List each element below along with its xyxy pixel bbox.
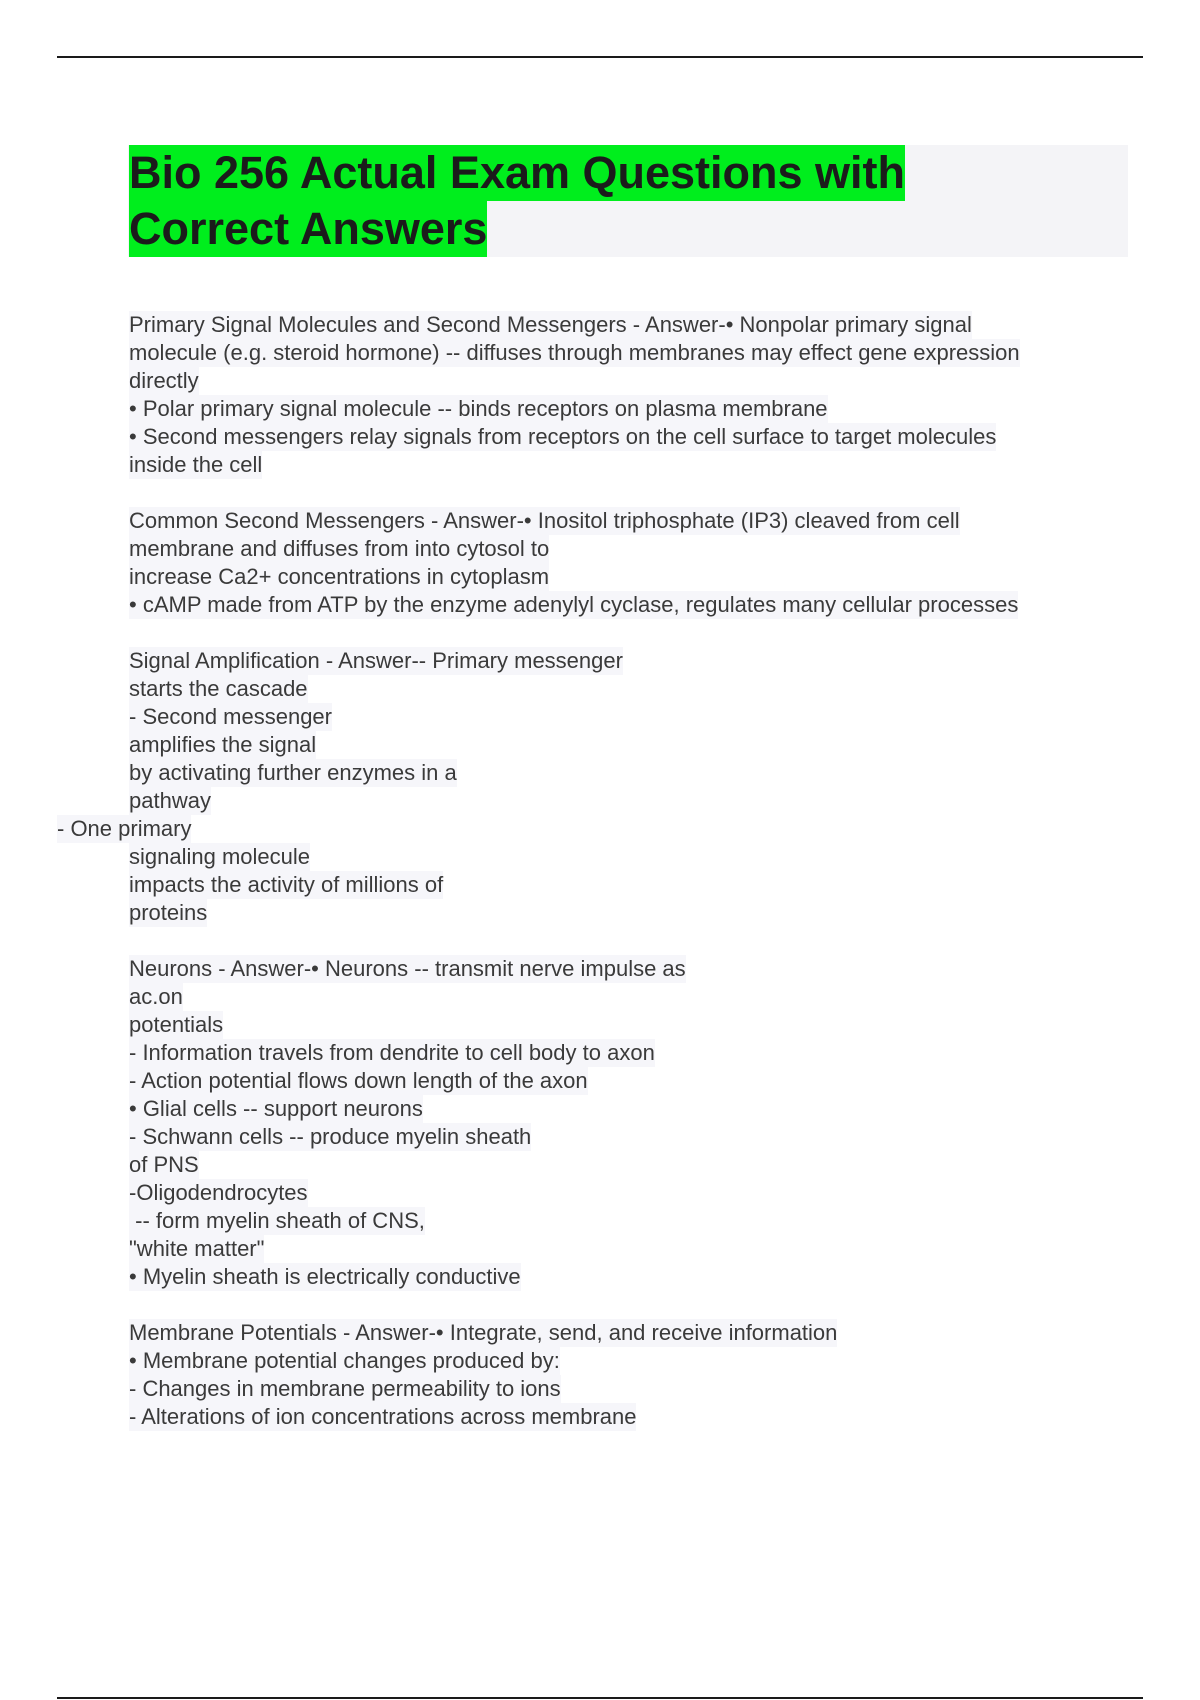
text-line: Neurons - Answer-• Neurons -- transmit nerve impulse as (129, 956, 686, 981)
text-line-outdented: - One primary (57, 816, 192, 841)
document-title (129, 145, 905, 257)
text-line: by activating further enzymes in a (129, 760, 457, 785)
text-line: • Second messengers relay signals from receptors on the cell surface to target molecules (129, 424, 997, 449)
bottom-rule (57, 1697, 1143, 1699)
text-line: - Changes in membrane permeability to ions (129, 1376, 561, 1401)
text-line: -- form myelin sheath of CNS, (129, 1208, 425, 1233)
text-line: Membrane Potentials - Answer-• Integrate, send, and receive information (129, 1320, 838, 1345)
text-line: proteins (129, 900, 208, 925)
text-line: inside the cell (129, 452, 263, 477)
text-line: amplifies the signal (129, 732, 317, 757)
top-rule (57, 56, 1143, 58)
text-line: of PNS (129, 1152, 199, 1177)
text-line: -Oligodendrocytes (129, 1180, 308, 1205)
text-line: - Alterations of ion concentrations across membrane (129, 1404, 637, 1429)
document-body (57, 311, 1129, 1459)
text-line: Common Second Messengers - Answer-• Inositol triphosphate (IP3) cleaved from cell (129, 508, 960, 533)
text-line: increase Ca2+ concentrations in cytoplasm (129, 564, 550, 589)
qa-primary-signal-molecules (129, 311, 1129, 479)
text-line: - Second messenger (129, 704, 332, 729)
text-line: membrane and diffuses from into cytosol to (129, 536, 550, 561)
text-line: - Schwann cells -- produce myelin sheath (129, 1124, 532, 1149)
qa-neurons (129, 955, 1129, 1291)
text-line: Signal Amplification - Answer-- Primary messenger (129, 648, 623, 673)
title-line-2: Correct Answers (129, 201, 487, 257)
qa-membrane-potentials (129, 1319, 1129, 1431)
text-line: - Action potential flows down length of the axon (129, 1068, 588, 1093)
text-line: directly (129, 368, 199, 393)
text-line: pathway (129, 788, 211, 813)
text-line: ac.on (129, 984, 183, 1009)
text-line: molecule (e.g. steroid hormone) -- diffuses through membranes may effect gene expression (129, 340, 1020, 365)
qa-common-second-messengers (129, 507, 1129, 619)
text-line: • Glial cells -- support neurons (129, 1096, 423, 1121)
text-line: impacts the activity of millions of (129, 872, 444, 897)
title-line-1: Bio 256 Actual Exam Questions with (129, 145, 905, 201)
text-line: signaling molecule (129, 844, 310, 869)
text-line: - Information travels from dendrite to cell body to axon (129, 1040, 655, 1065)
text-line: starts the cascade (129, 676, 308, 701)
text-line: Primary Signal Molecules and Second Messengers - Answer-• Nonpolar primary signal (129, 312, 972, 337)
qa-signal-amplification (57, 647, 1129, 927)
text-line: "white matter" (129, 1236, 265, 1261)
text-line: potentials (129, 1012, 224, 1037)
text-line: • Membrane potential changes produced by: (129, 1348, 560, 1373)
text-line: • cAMP made from ATP by the enzyme adenylyl cyclase, regulates many cellular processes (129, 592, 1019, 617)
text-line: • Polar primary signal molecule -- binds receptors on plasma membrane (129, 396, 828, 421)
text-line: • Myelin sheath is electrically conductive (129, 1264, 521, 1289)
